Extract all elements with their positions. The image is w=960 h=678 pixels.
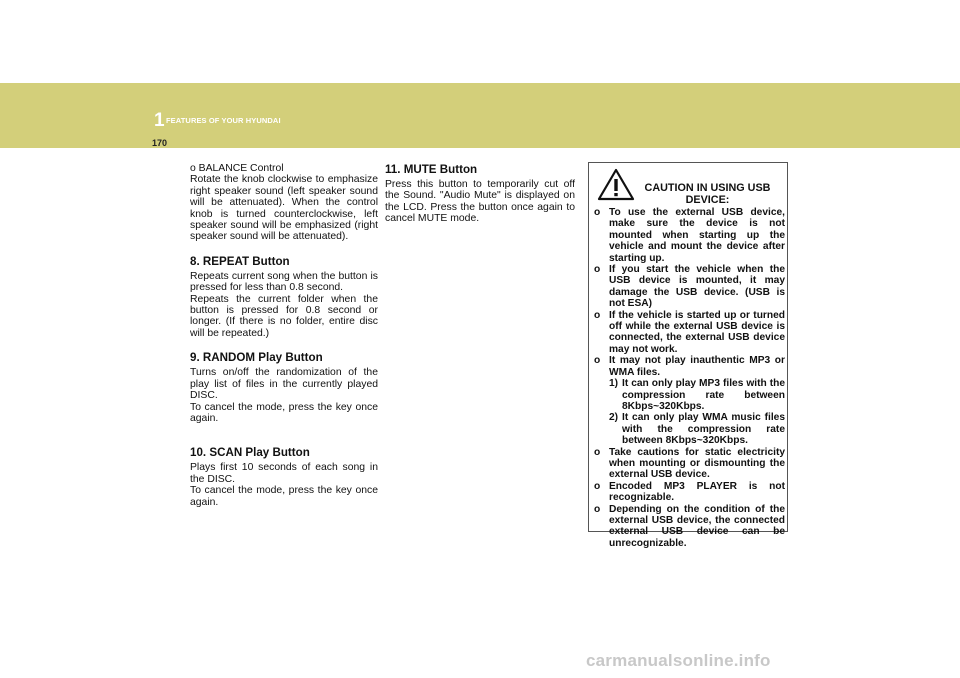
caution-list — [594, 207, 785, 549]
bullet: o — [594, 503, 601, 515]
repeat-body-1: Repeats current song when the button is pressed for less than 0.8 second. — [190, 270, 378, 294]
balance-section — [190, 163, 378, 243]
header-tab — [0, 83, 170, 148]
caution-subitem: 1) It can only play MP3 files with the compression rate between 8Kbps~320Kbps. — [609, 378, 785, 412]
caution-item: o Depending on the condition of the external USB device, the connected external USB device can be unrecognizable. — [594, 503, 785, 549]
caution-item: o Encoded MP3 PLAYER is not recognizable. — [594, 480, 785, 504]
warning-triangle-icon — [597, 168, 635, 201]
mute-section — [385, 163, 575, 225]
chapter-title: FEATURES OF YOUR HYUNDAI — [166, 116, 281, 125]
page-number: 170 — [152, 138, 168, 148]
bullet: o — [594, 446, 601, 458]
bullet: o — [594, 264, 601, 276]
caution-item: o To use the external USB device, make sure the device is not mounted when starting up the vehicle and mount the device after starting up. — [594, 207, 785, 264]
caution-item: o If the vehicle is started up or turned off while the external USB device is connected, the external USB device may not work. — [594, 309, 785, 355]
balance-title: o BALANCE Control — [190, 163, 284, 174]
random-heading: 9. RANDOM Play Button — [190, 351, 323, 365]
mute-body: Press this button to temporarily cut off the Sound. "Audio Mute" is displayed on the LCD. Press the button once again to cancel MUTE mode. — [385, 179, 575, 225]
left-column — [190, 163, 378, 520]
bullet: o — [594, 207, 601, 218]
bullet: o — [594, 309, 601, 321]
repeat-section — [190, 255, 378, 339]
bullet: o — [594, 355, 601, 367]
random-body-2: To cancel the mode, press the key once again. — [190, 401, 378, 424]
scan-heading: 10. SCAN Play Button — [190, 446, 310, 460]
balance-body: Rotate the knob clockwise to emphasize right speaker sound (left speaker sound will be attenuated). When the control knob is turned counterclockwise, left speaker sound will be emphasized (right speaker sound will be attenuated). — [190, 174, 378, 243]
chapter-number: 1 — [154, 110, 165, 131]
caution-subitem: 2) It can only play WMA music files with the compression rate between 8Kbps~320Kbps. — [609, 412, 785, 447]
bullet: o — [594, 480, 601, 492]
scan-body-2: To cancel the mode, press the key once again. — [190, 485, 378, 508]
watermark: carmanualsonline.info — [586, 651, 771, 670]
scan-body-1: Plays first 10 seconds of each song in the DISC. — [190, 462, 378, 485]
caution-item: o It may not play inauthentic MP3 or WMA files. — [594, 355, 785, 378]
caution-item: o Take cautions for static electricity when mounting or dismounting the external USB device. — [594, 446, 785, 481]
repeat-heading: 8. REPEAT Button — [190, 254, 290, 268]
caution-title: CAUTION IN USING USB DEVICE: — [644, 182, 771, 206]
repeat-body-2: Repeats the current folder when the button is pressed for 0.8 second or longer. (If there is no folder, entire disc will be repeated.) — [190, 293, 378, 339]
scan-section — [190, 446, 378, 508]
random-body-1: Turns on/off the randomization of the play list of files in the currently played DISC. — [190, 367, 378, 402]
random-section — [190, 351, 378, 424]
caution-item: o If you start the vehicle when the USB device is mounted, it may damage the USB device. (USB is not ESA) — [594, 264, 785, 310]
middle-column — [385, 163, 575, 237]
mute-heading: 11. MUTE Button — [385, 163, 478, 176]
